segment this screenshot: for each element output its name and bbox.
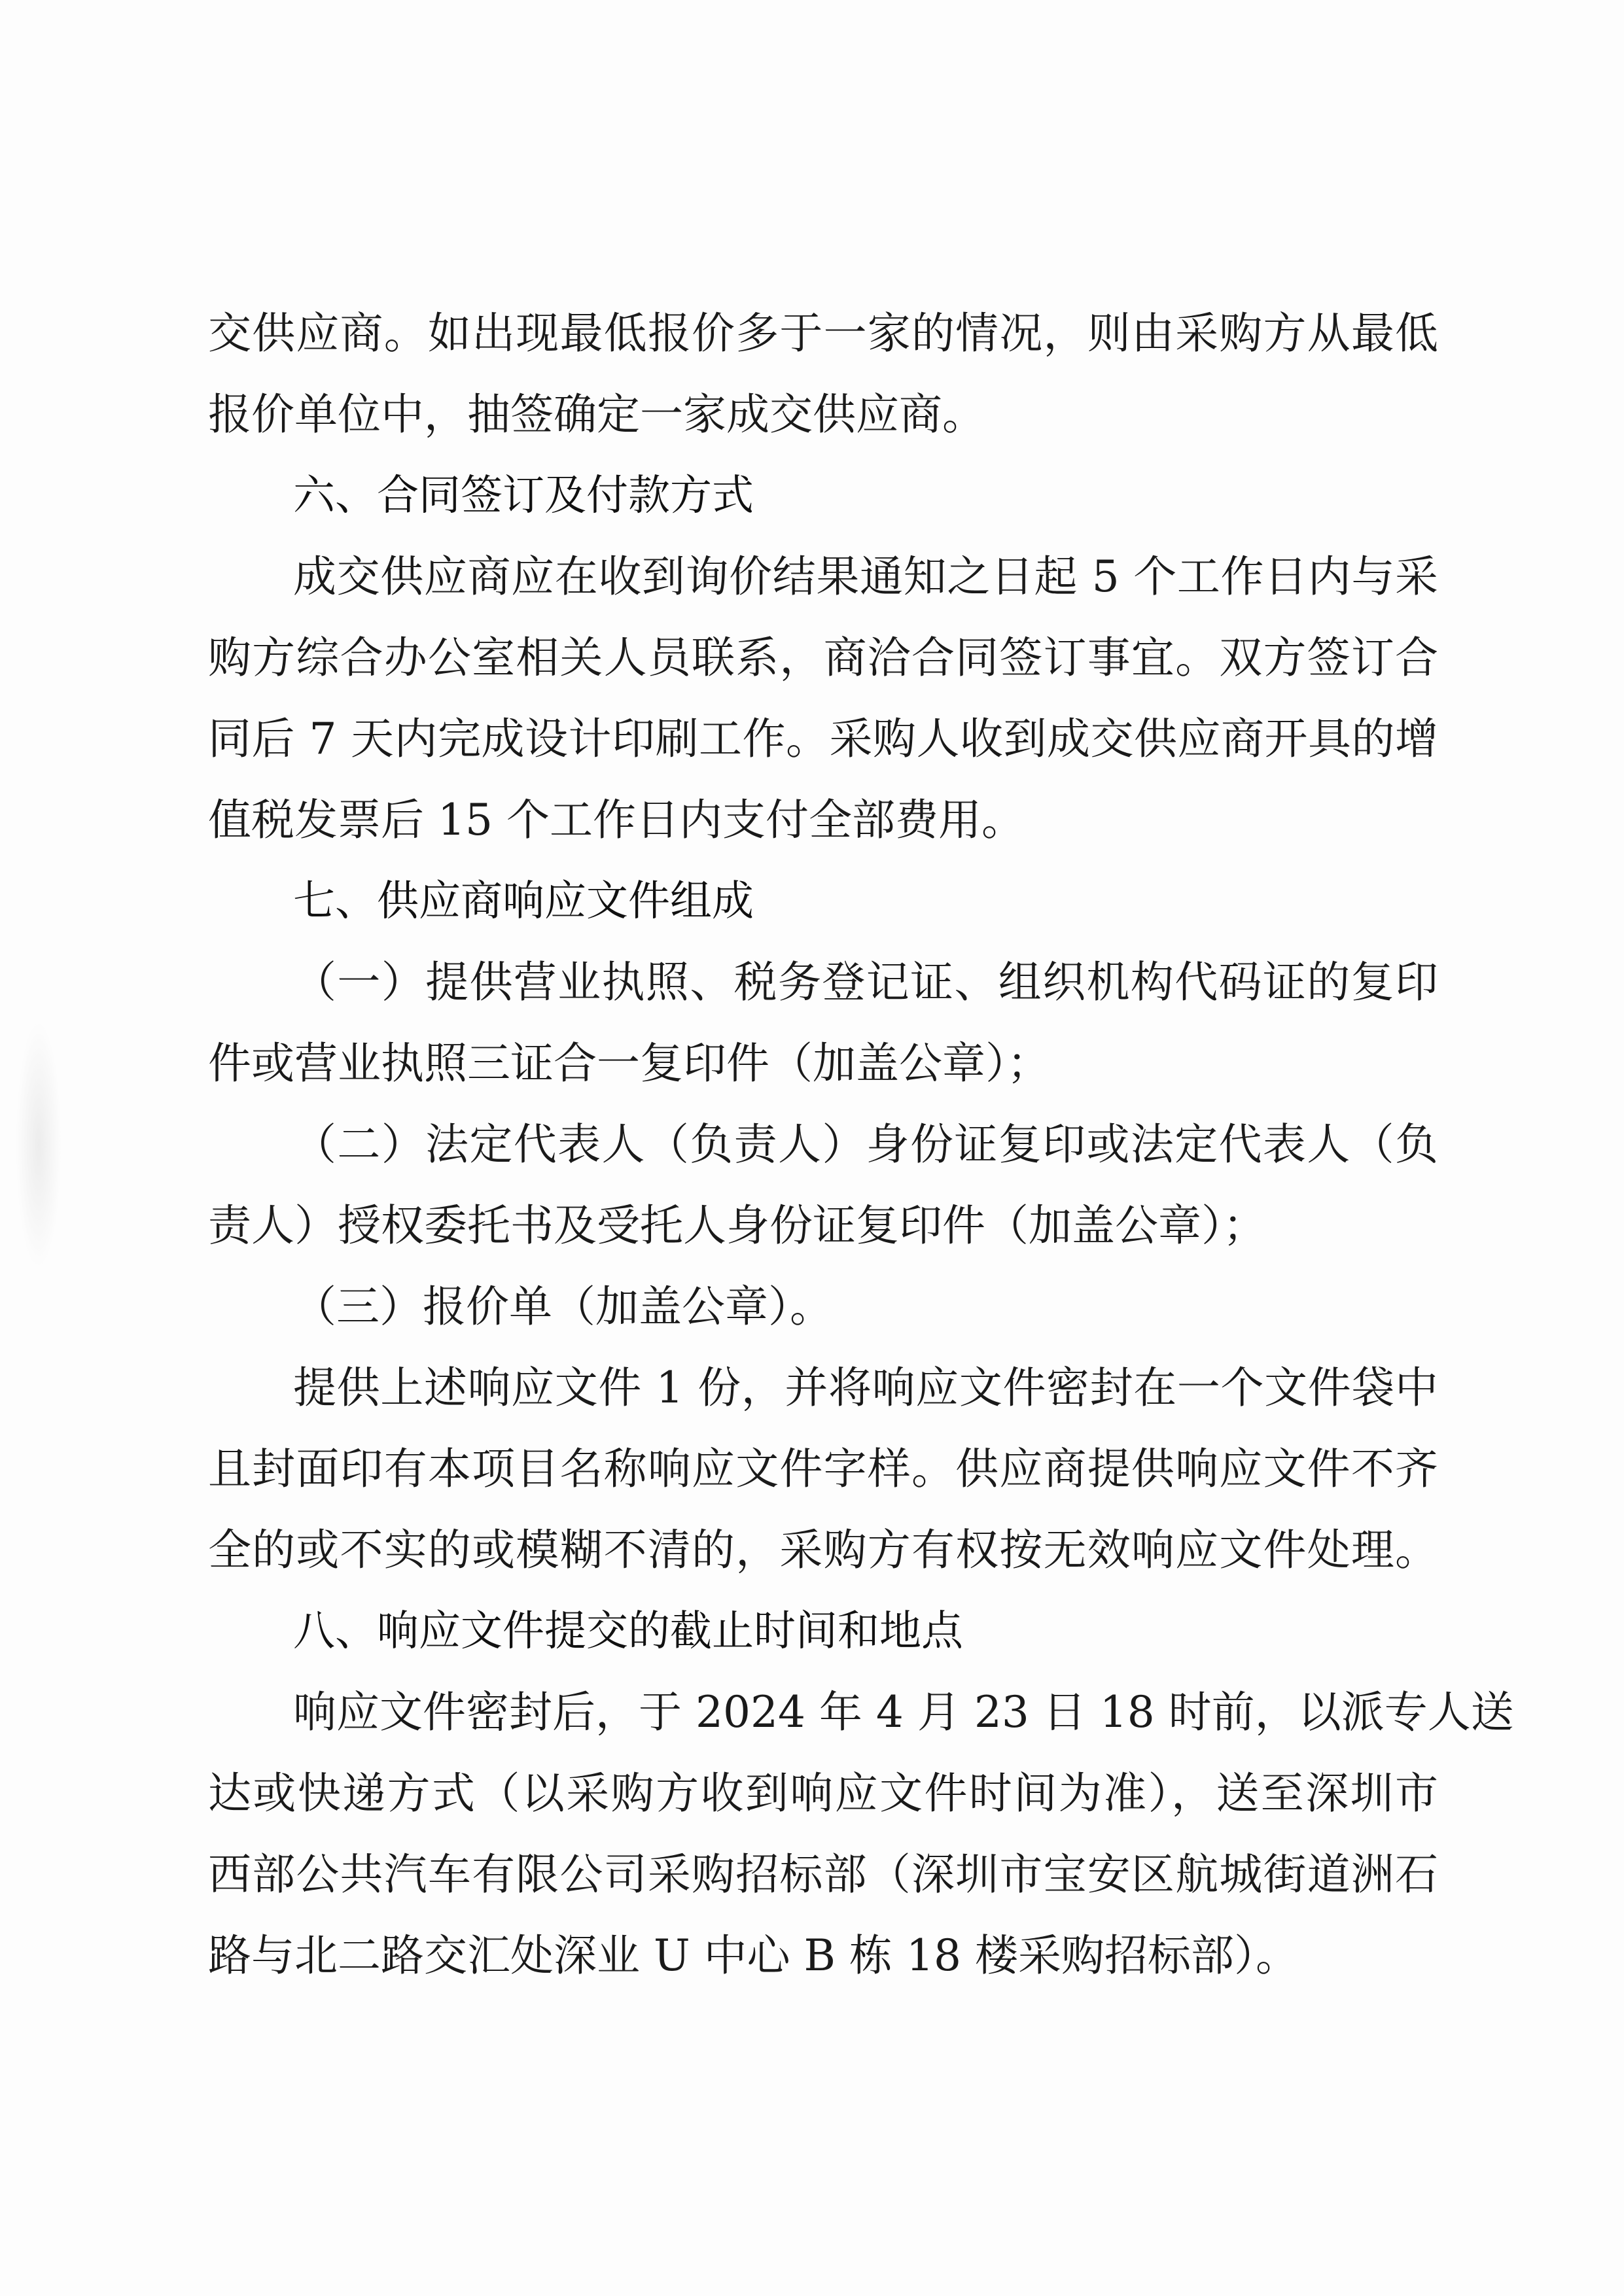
section-heading: 七、供应商响应文件组成 — [293, 877, 754, 926]
text-line: 成交供应商应在收到询价结果通知之日起 5 个工作日内与采 — [293, 551, 1438, 602]
text-line: 路与北二路交汇处深业 U 中心 B 栋 18 楼采购招标部）。 — [208, 1930, 1299, 1981]
text-line: （三）报价单（加盖公章）。 — [293, 1281, 833, 1332]
text-line: 购方综合办公室相关人员联系，商洽合同签订事宜。双方签订合 — [208, 633, 1438, 683]
text-line: 且封面印有本项目名称响应文件字样。供应商提供响应文件不齐 — [208, 1444, 1438, 1494]
text-line: 责人）授权委托书及受托人身份证复印件（加盖公章）； — [208, 1200, 1266, 1251]
text-line: （二）法定代表人（负责人）身份证复印或法定代表人（负 — [293, 1119, 1438, 1170]
text-line: 交供应商。如出现最低报价多于一家的情况，则由采购方从最低 — [208, 308, 1438, 358]
text-line: 同后 7 天内完成设计印刷工作。采购人收到成交供应商开具的增 — [208, 714, 1438, 764]
text-line: 提供上述响应文件 1 份，并将响应文件密封在一个文件袋中 — [293, 1363, 1438, 1413]
scan-edge-mark — [16, 1020, 62, 1269]
section-heading: 八、响应文件提交的截止时间和地点 — [293, 1607, 963, 1656]
text-line: 西部公共汽车有限公司采购招标部（深圳市宝安区航城街道洲石 — [208, 1849, 1438, 1900]
text-line: 响应文件密封后，于 2024 年 4 月 23 日 18 时前，以派专人送 — [293, 1687, 1514, 1737]
text-line: （一）提供营业执照、税务登记证、组织机构代码证的复印 — [293, 957, 1438, 1007]
text-line: 件或营业执照三证合一复印件（加盖公章）； — [208, 1038, 1050, 1088]
section-heading: 六、合同签订及付款方式 — [293, 472, 754, 520]
text-line: 报价单位中，抽签确定一家成交供应商。 — [208, 389, 985, 440]
text-line: 值税发票后 15 个工作日内支付全部费用。 — [208, 795, 1025, 845]
text-line: 全的或不实的或模糊不清的，采购方有权按无效响应文件处理。 — [208, 1525, 1438, 1575]
text-line: 达或快递方式（以采购方收到响应文件时间为准），送至深圳市 — [208, 1768, 1438, 1818]
